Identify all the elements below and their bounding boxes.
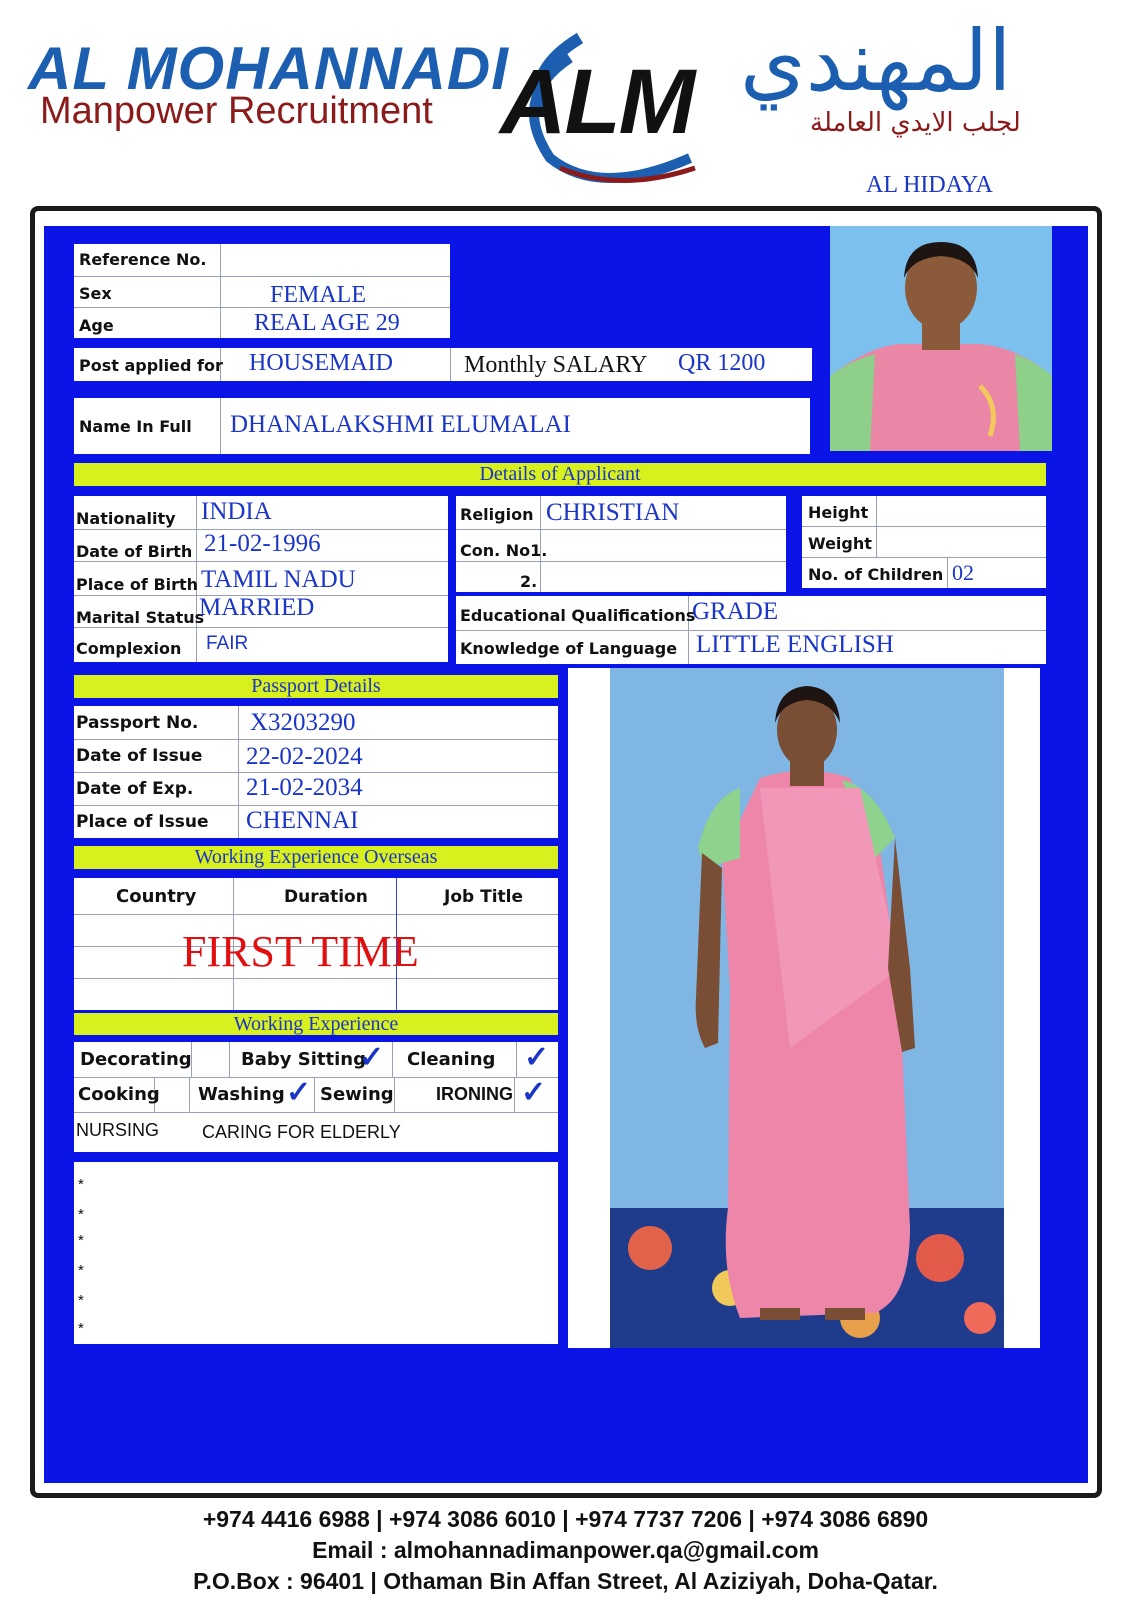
name-label: Name In Full xyxy=(79,417,192,436)
name-value: DHANALAKSHMI ELUMALAI xyxy=(230,411,571,438)
full-name-box xyxy=(74,398,810,454)
skill-cleaning-label: Cleaning xyxy=(407,1049,496,1070)
passport-expiry-label: Date of Exp. xyxy=(76,779,194,799)
nationality-label: Nationality xyxy=(76,509,176,528)
skill-nursing-label: NURSING xyxy=(76,1120,160,1140)
company-subtitle: Manpower Recruitment xyxy=(40,90,433,132)
skill-cooking-label: Cooking xyxy=(78,1084,160,1105)
check-icon: ✓ xyxy=(524,1041,550,1074)
overseas-table xyxy=(74,878,558,1010)
salary-label: Monthly SALARY xyxy=(464,352,648,378)
skill-elderly-care-label: CARING FOR ELDERLY xyxy=(202,1122,401,1142)
company-name: AL MOHANNADI xyxy=(28,35,509,102)
overseas-section-title: Working Experience Overseas xyxy=(74,846,558,869)
pob-label: Place of Birth xyxy=(76,575,199,594)
note-bullet: * xyxy=(78,1232,84,1249)
salary-value: QR 1200 xyxy=(678,350,766,376)
religion-value: CHRISTIAN xyxy=(546,499,680,526)
post-label: Post applied for xyxy=(79,356,223,375)
logo-letters: ALM xyxy=(500,51,694,153)
footer-email: Email : almohannadimanpower.qa@gmail.com xyxy=(312,1537,819,1563)
religion-contact-box xyxy=(456,496,786,592)
skill-washing-label: Washing xyxy=(198,1084,285,1105)
religion-label: Religion xyxy=(460,505,534,524)
passport-issue-value: 22-02-2024 xyxy=(246,743,363,770)
passport-number-value: X3203290 xyxy=(250,709,356,736)
height-label: Height xyxy=(808,503,869,522)
marital-label: Marital Status xyxy=(76,608,205,627)
applicant-section-title: Details of Applicant xyxy=(74,463,1046,486)
weight-label: Weight xyxy=(808,534,872,553)
children-label: No. of Children xyxy=(808,565,944,584)
nationality-value: INDIA xyxy=(201,498,272,525)
dob-label: Date of Birth xyxy=(76,542,193,561)
physical-details-box xyxy=(802,496,1046,588)
basic-info-box xyxy=(74,244,450,338)
applicant-personal-box xyxy=(74,496,448,662)
passport-expiry-value: 21-02-2034 xyxy=(246,774,363,801)
age-value: REAL AGE 29 xyxy=(254,310,400,336)
skill-sewing-label: Sewing xyxy=(320,1084,394,1105)
age-label: Age xyxy=(79,316,114,335)
footer-address: P.O.Box : 96401 | Othaman Bin Affan Street, Al Aziziyah, Doha-Qatar. xyxy=(193,1568,938,1594)
arabic-subtitle: لجلب الايدي العاملة xyxy=(810,108,1021,138)
full-body-photo xyxy=(568,668,1040,1348)
footer-phones: +974 4416 6988 | +974 3086 6010 | +974 7737 7206 | +974 3086 6890 xyxy=(202,1506,929,1532)
company-header xyxy=(0,0,1131,200)
pob-value: TAMIL NADU xyxy=(201,566,356,593)
check-icon: ✓ xyxy=(286,1076,312,1109)
con1-label: Con. No1. xyxy=(460,541,548,560)
post-value: HOUSEMAID xyxy=(249,350,393,376)
skill-ironing-label: IRONING xyxy=(436,1084,514,1104)
skill-baby-sitting-label: Baby Sitting xyxy=(241,1049,366,1070)
note-bullet: * xyxy=(78,1262,84,1279)
overseas-col-country: Country xyxy=(116,886,197,907)
dob-value: 21-02-1996 xyxy=(204,530,321,557)
complexion-value: FAIR xyxy=(206,633,249,654)
full-body-photo-icon xyxy=(610,668,1004,1348)
sex-value: FEMALE xyxy=(270,282,366,308)
passport-place-label: Place of Issue xyxy=(76,812,209,832)
complexion-label: Complexion xyxy=(76,639,182,658)
experience-section-title: Working Experience xyxy=(74,1013,558,1035)
overseas-col-duration: Duration xyxy=(284,887,368,907)
post-salary-box xyxy=(74,348,812,381)
passport-section-title: Passport Details xyxy=(74,675,558,698)
language-value: LITTLE ENGLISH xyxy=(696,631,894,658)
notes-box xyxy=(74,1162,558,1344)
reference-label: Reference No. xyxy=(79,250,207,269)
check-icon: ✓ xyxy=(359,1041,385,1074)
language-label: Knowledge of Language xyxy=(460,639,678,658)
passport-box xyxy=(74,706,558,838)
note-bullet: * xyxy=(78,1176,84,1193)
note-bullet: * xyxy=(78,1292,84,1309)
passport-place-value: CHENNAI xyxy=(246,807,359,834)
education-label: Educational Qualifications xyxy=(460,606,696,625)
education-value: GRADE xyxy=(692,598,779,625)
experience-skills-box xyxy=(74,1042,558,1152)
education-language-box xyxy=(456,596,1046,664)
marital-value: MARRIED xyxy=(199,594,315,621)
con2-label: 2. xyxy=(520,572,538,591)
branch-name: AL HIDAYA xyxy=(866,172,993,198)
sex-label: Sex xyxy=(79,284,112,303)
children-value: 02 xyxy=(952,560,974,585)
first-time-note: FIRST TIME xyxy=(182,927,419,976)
passport-issue-label: Date of Issue xyxy=(76,746,203,766)
overseas-col-job-title: Job Title xyxy=(444,887,523,907)
check-icon: ✓ xyxy=(521,1076,547,1109)
arabic-name: المهندي xyxy=(740,12,1012,110)
passport-number-label: Passport No. xyxy=(76,713,199,733)
portrait-photo-icon xyxy=(830,226,1052,451)
portrait-photo xyxy=(830,226,1052,451)
note-bullet: * xyxy=(78,1206,84,1223)
skill-decorating-label: Decorating xyxy=(80,1049,192,1070)
note-bullet: * xyxy=(78,1320,84,1337)
